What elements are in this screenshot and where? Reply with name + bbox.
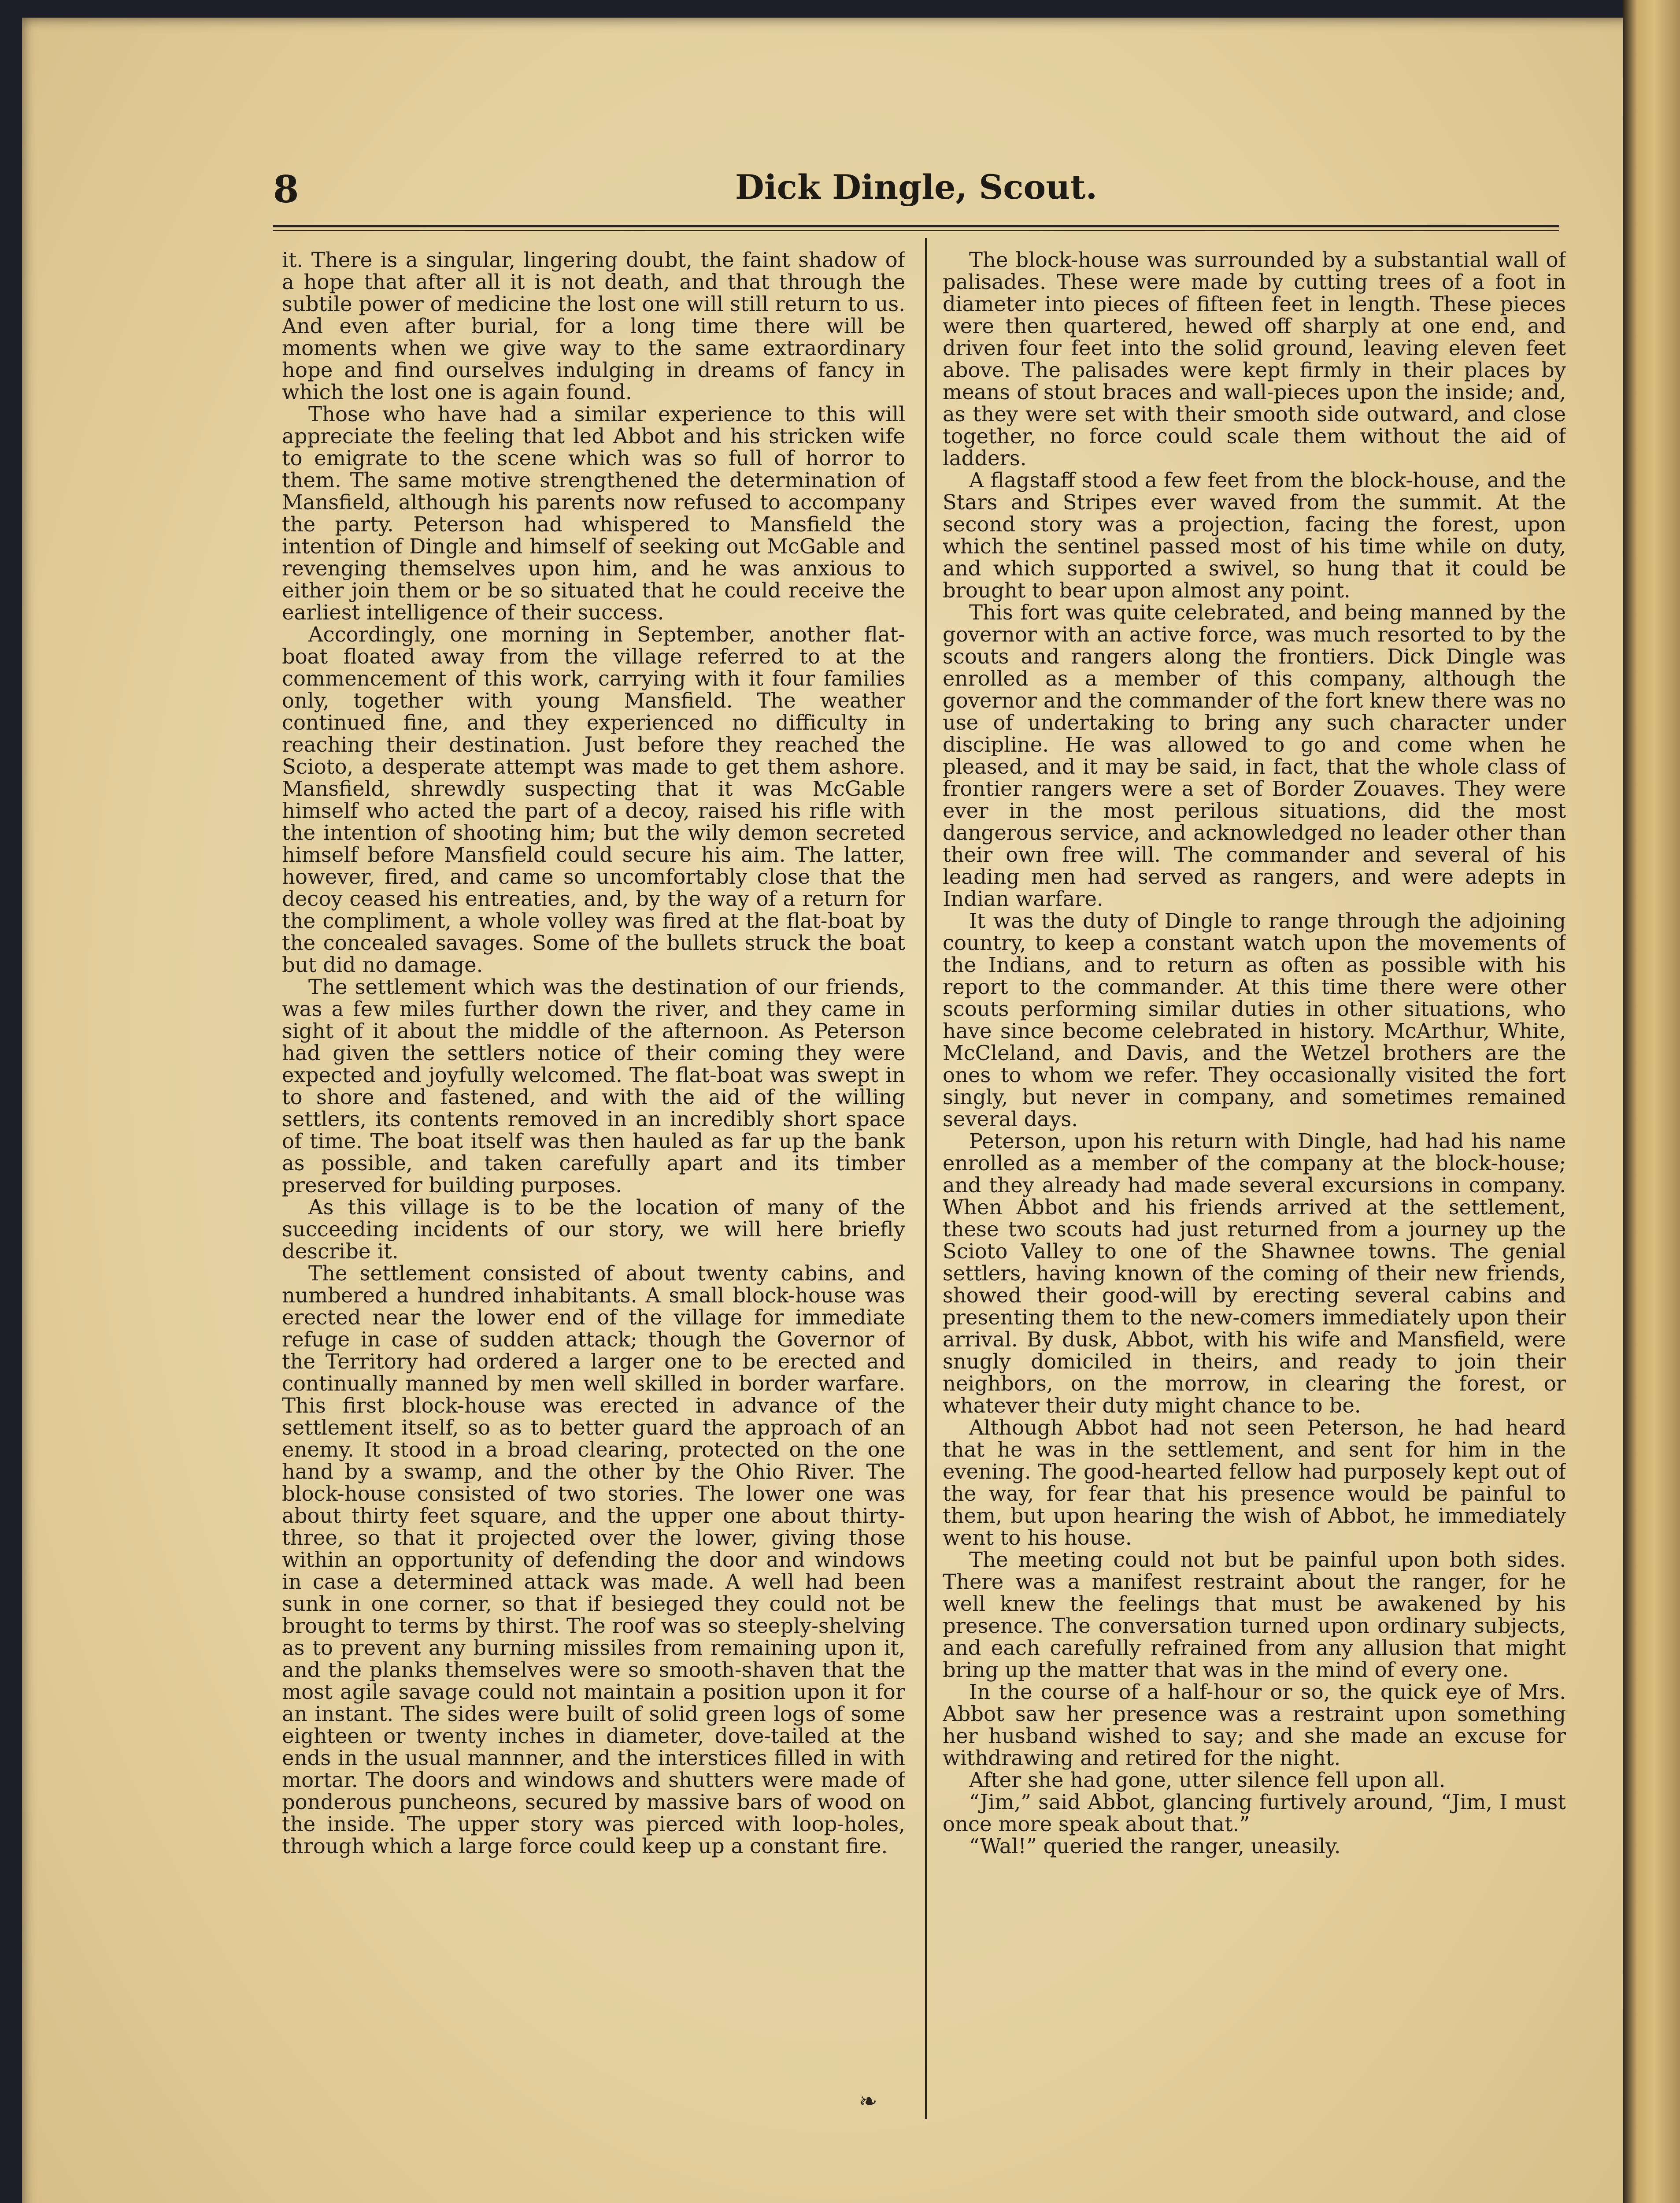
paragraph: it. There is a singular, lingering doubt, the faint shadow of a hope that after all it is not death, and that through the subtile power of medicine the lost one will still return to us. And even after burial, for a long time there will be moments when we give way to the same extraordinary hope and find ourselves indulging in dreams of fancy in which the lost one is again found. xyxy=(282,249,905,404)
paragraph: Accordingly, one morning in September, another flat-boat floated away from the village referred to at the commencement of this work, carrying with it four families only, together with young Mansfield. The weather continued fine, and they experienced no difficulty in reaching their destination. Just before they reached the Scioto, a desperate attempt was made to get them ashore. Mansfield, shrewdly suspecting that it was McGable himself who acted the part of a decoy, raised his rifle with the intention of shooting him; but the wily demon secreted himself before Mansfield could secure his aim. The latter, however, fired, and came so uncomfortably close that the decoy ceased his entreaties, and, by the way of a return for the compliment, a whole volley was fired at the flat-boat by the concealed savages. Some of the bullets struck the boat but did no damage. xyxy=(282,623,905,977)
left-text-column xyxy=(282,249,905,2179)
paragraph: Peterson, upon his return with Dingle, had had his name enrolled as a member of the company at the block-house; and they already had made several excursions in company. When Abbot and his friends arrived at the settlement, these two scouts had just returned from a journey up the Scioto Valley to one of the Shawnee towns. The genial settlers, having known of the coming of their new friends, showed their good-will by erecting several cabins and presenting them to the new-comers immediately upon their arrival. By dusk, Abbot, with his wife and Mansfield, were snugly domiciled in theirs, and ready to join their neighbors, on the morrow, in clearing the forest, or whatever their duty might chance to be. xyxy=(943,1129,1566,1417)
column-divider xyxy=(925,238,927,2119)
footer-ornament: ❧ xyxy=(859,2088,877,2114)
running-title: Dick Dingle, Scout. xyxy=(735,167,1098,207)
page-number: 8 xyxy=(273,167,299,211)
paragraph: This fort was quite celebrated, and being manned by the governor with an active force, was much resorted to by the scouts and rangers along the frontiers. Dick Dingle was enrolled as a member of this company, although the governor and the commander of the fort knew there was no use of undertaking to bring any such character under discipline. He was allowed to go and come when he pleased, and it may be said, in fact, that the whole class of frontier rangers were a set of Border Zouaves. They were ever in the most perilous situations, did the most dangerous service, and acknowledged no leader other than their own free will. The commander and several of his leading men had served as rangers, and were adepts in Indian warfare. xyxy=(943,601,1566,911)
header-rule xyxy=(273,225,1559,231)
paragraph: The settlement which was the destination of our friends, was a few miles further down the river, and they came in sight of it about the middle of the afternoon. As Peterson had given the settlers notice of their coming they were expected and joyfully welcomed. The flat-boat was swept in to shore and fastened, and with the aid of the willing settlers, its contents removed in an incredibly short space of time. The boat itself was then hauled as far up the bank as possible, and taken carefully apart and its timber preserved for building purposes. xyxy=(282,975,905,1197)
paragraph: “Wal!” queried the ranger, uneasily. xyxy=(969,1834,1341,1858)
paragraph: The meeting could not but be painful upon both sides. There was a manifest restraint about the ranger, for he well knew the feelings that must be awakened by his presence. The conversation turned upon ordinary subjects, and each carefully refrained from any allusion that might bring up the matter that was in the mind of every one. xyxy=(943,1548,1566,1682)
paragraph: A flagstaff stood a few feet from the block-house, and the Stars and Stripes ever waved from the summit. At the second story was a projection, facing the forest, upon which the sentinel passed most of his time while on duty, and which supported a swivel, so hung that it could be brought to bear upon almost any point. xyxy=(943,468,1566,602)
page-header xyxy=(273,167,1559,211)
paragraph: Although Abbot had not seen Peterson, he had heard that he was in the settlement, and sent for him in the evening. The good-hearted fellow had purposely kept out of the way, for fear that his presence would be painful to them, but upon hearing the wish of Abbot, he immediately went to his house. xyxy=(943,1416,1566,1550)
paragraph: In the course of a half-hour or so, the quick eye of Mrs. Abbot saw her presence was a restraint upon something her husband wished to say; and she made an excuse for withdrawing and retired for the night. xyxy=(943,1680,1566,1770)
paragraph: It was the duty of Dingle to range through the adjoining country, to keep a constant watch upon the movements of the Indians, and to return as often as possible with his report to the commander. At this time there were other scouts performing similar duties in other situations, who have since become celebrated in history. McArthur, White, McCleland, and Davis, and the Wetzel brothers are the ones to whom we refer. They occasionally visited the fort singly, but never in company, and sometimes remained several days. xyxy=(943,909,1566,1131)
paragraph: Those who have had a similar experience to this will appreciate the feeling that led Abbot and his stricken wife to emigrate to the scene which was so full of horror to them. The same motive strengthened the determination of Mansfield, although his parents now refused to accompany the party. Peterson had whispered to Mansfield the intention of Dingle and himself of seeking out McGable and revenging themselves upon him, and he was anxious to either join them or be so situated that he could receive the earliest intelligence of their success. xyxy=(282,402,905,624)
book-spine xyxy=(1623,0,1680,2203)
right-text-column xyxy=(943,249,1566,2179)
paragraph: After she had gone, utter silence fell upon all. xyxy=(969,1768,1446,1792)
paragraph: As this village is to be the location of many of the succeeding incidents of our story, we will here briefly describe it. xyxy=(282,1195,905,1263)
paragraph: “Jim,” said Abbot, glancing furtively around, “Jim, I must once more speak about that.” xyxy=(943,1790,1566,1836)
paragraph: The settlement consisted of about twenty cabins, and numbered a hundred inhabitants. A small block-house was erected near the lower end of the village for immediate refuge in case of sudden attack; though the Governor of the Territory had ordered a larger one to be erected and continually manned by men well skilled in border warfare. This first block-house was erected in advance of the settlement itself, so as to better guard the approach of an enemy. It stood in a broad clearing, protected on the one hand by a swamp, and the other by the Ohio River. The block-house consisted of two stories. The lower one was about thirty feet square, and the upper one about thirty-three, so that it projected over the lower, giving those within an opportunity of defending the door and windows in case a determined attack was made. A well had been sunk in one corner, so that if besieged they could not be brought to terms by thirst. The roof was so steeply-shelving as to prevent any burning missiles from remaining upon it, and the planks themselves were so smooth-shaven that the most agile savage could not maintain a position upon it for an instant. The sides were built of solid green logs of some eighteen or twenty inches in diameter, dove-tailed at the ends in the usual mannner, and the interstices filled in with mortar. The doors and windows and shutters were made of ponderous puncheons, secured by massive bars of wood on the inside. The upper story was pierced with loop-holes, through which a large force could keep up a constant fire. xyxy=(282,1261,905,1858)
paragraph: The block-house was surrounded by a substantial wall of palisades. These were made by cutting trees of a foot in diameter into pieces of fifteen feet in length. These pieces were then quartered, hewed off sharply at one end, and driven four feet into the solid ground, leaving eleven feet above. The palisades were kept firmly in their places by means of stout braces and wall-pieces upon the inside; and, as they were set with their smooth side outward, and close together, no force could scale them without the aid of ladders. xyxy=(943,249,1566,470)
